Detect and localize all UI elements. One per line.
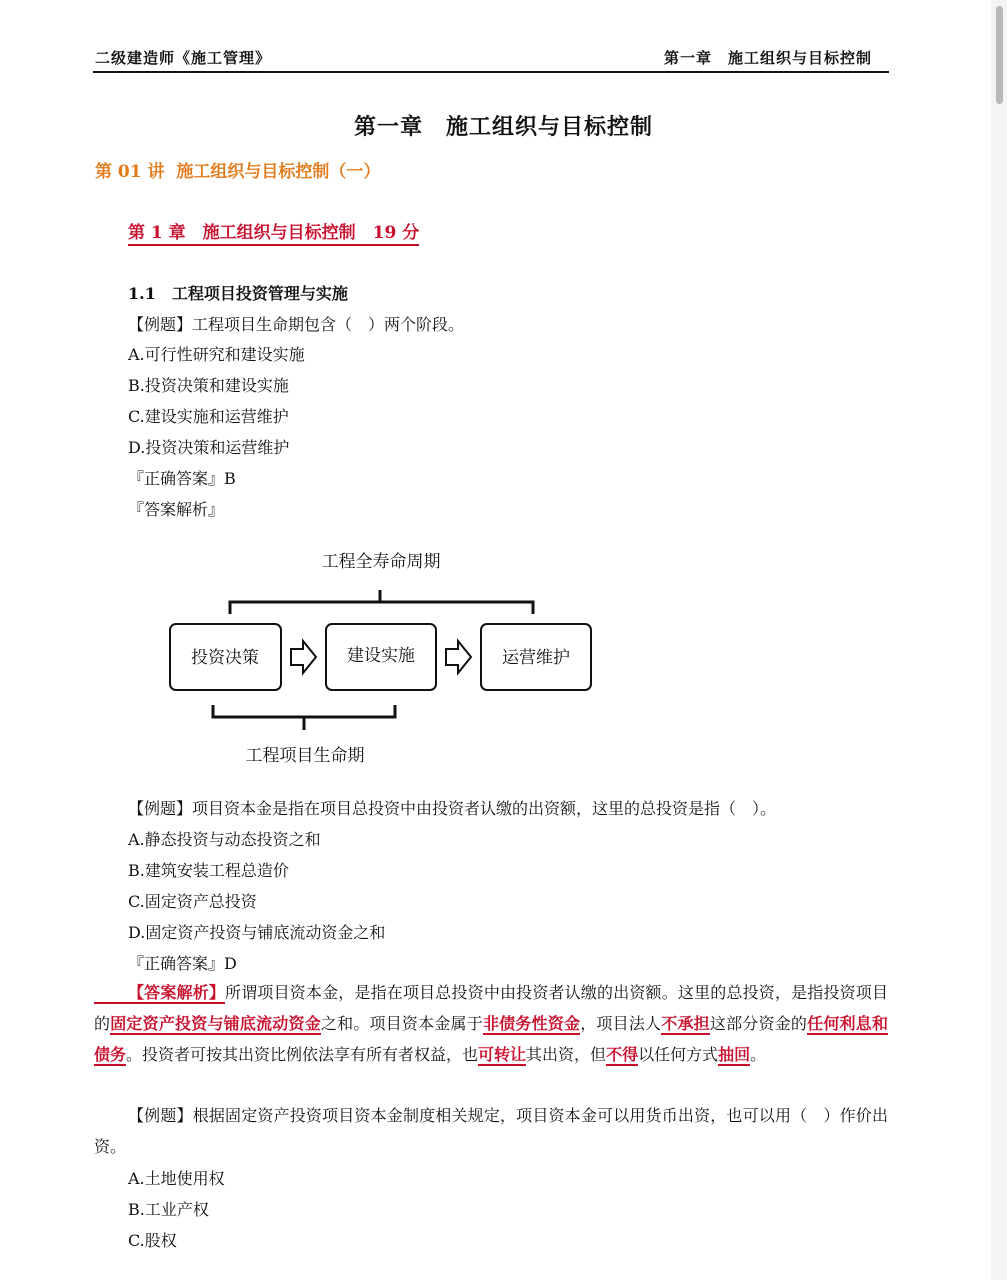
- highlight-term: 抽回: [718, 1045, 751, 1064]
- arrow-right-icon: [446, 641, 471, 673]
- q1-option-a: A.可行性研究和建设实施: [128, 345, 305, 364]
- header-rule: [93, 71, 889, 73]
- q2-stem: 【例题】项目资本金是指在项目总投资中由投资者认缴的出资额，这里的总投资是指（ ）。: [128, 799, 777, 818]
- highlight-term: 固定资产投资与铺底流动资金: [110, 1014, 321, 1033]
- chapter-score-link[interactable]: 第 1 章 施工组织与目标控制 19 分: [128, 218, 419, 246]
- q1-option-c: C.建设实施和运营维护: [128, 407, 289, 426]
- analysis-text: 这部分资金的: [709, 1014, 808, 1033]
- box-label-1: 投资决策: [191, 648, 259, 668]
- q1-answer: 『正确答案』B: [128, 469, 236, 488]
- q2-option-b: B.建筑安装工程总造价: [128, 861, 289, 880]
- lecture-heading: 第 01 讲 施工组织与目标控制（一）: [95, 162, 381, 182]
- box-label-3: 运营维护: [502, 648, 570, 668]
- analysis-tag: 【答案解析】: [94, 983, 225, 1004]
- scrollbar[interactable]: [991, 0, 1007, 1280]
- highlight-term: 不承担: [661, 1014, 710, 1033]
- section-heading: 1.1 工程项目投资管理与实施: [128, 284, 348, 303]
- scroll-thumb[interactable]: [996, 6, 1003, 104]
- highlight-term: 任何利息和债务: [94, 1014, 888, 1064]
- q1-option-b: B.投资决策和建设实施: [128, 376, 289, 395]
- analysis-text: 。: [750, 1045, 767, 1064]
- top-brace: [230, 590, 533, 614]
- q3-option-b: B.工业产权: [128, 1200, 209, 1219]
- analysis-text: 以任何方式: [638, 1045, 719, 1064]
- analysis-text: ，项目法人: [580, 1014, 662, 1033]
- q3-option-c: C.股权: [128, 1231, 177, 1250]
- q3-stem: 【例题】根据固定资产投资项目资本金制度相关规定，项目资本金可以用货币出资，也可以用（ ）作价出资。: [94, 1106, 888, 1156]
- arrow-right-icon: [291, 641, 316, 673]
- q2-answer: 『正确答案』D: [128, 954, 237, 973]
- q2-analysis: [94, 977, 888, 1070]
- lifecycle-diagram: [160, 540, 600, 770]
- diagram-bottom-label: 工程项目生命期: [245, 746, 365, 766]
- running-header-chapter: 第一章 施工组织与目标控制: [663, 49, 872, 67]
- q3-option-a: A.土地使用权: [128, 1169, 225, 1188]
- analysis-text: 所谓项目资本金，是指在项目总投资中由投资者认缴的出资额。这里的总投资，是指投资项目的: [94, 983, 888, 1033]
- analysis-text: 之和。项目资本金属于: [320, 1014, 483, 1033]
- highlight-term: 可转让: [478, 1045, 527, 1064]
- highlight-term: 非债务性资金: [482, 1014, 581, 1033]
- analysis-text: 其出资，但: [526, 1045, 607, 1064]
- q2-option-a: A.静态投资与动态投资之和: [128, 830, 321, 849]
- q2-option-d: D.固定资产投资与铺底流动资金之和: [128, 923, 386, 942]
- q1-analysis-label: 『答案解析』: [128, 500, 225, 519]
- running-header-book: 二级建造师《施工管理》: [95, 49, 272, 67]
- q1-stem: 【例题】工程项目生命期包含（ ）两个阶段。: [128, 315, 465, 334]
- diagram-top-label: 工程全寿命周期: [321, 552, 441, 572]
- q1-option-d: D.投资决策和运营维护: [128, 438, 290, 457]
- analysis-text: 。投资者可按其出资比例依法享有所有者权益，也: [126, 1045, 479, 1064]
- highlight-term: 不得: [606, 1045, 639, 1064]
- chapter-title: 第一章 施工组织与目标控制: [353, 114, 653, 140]
- q2-option-c: C.固定资产总投资: [128, 892, 257, 911]
- bottom-brace: [213, 705, 395, 730]
- box-label-2: 建设实施: [347, 646, 415, 666]
